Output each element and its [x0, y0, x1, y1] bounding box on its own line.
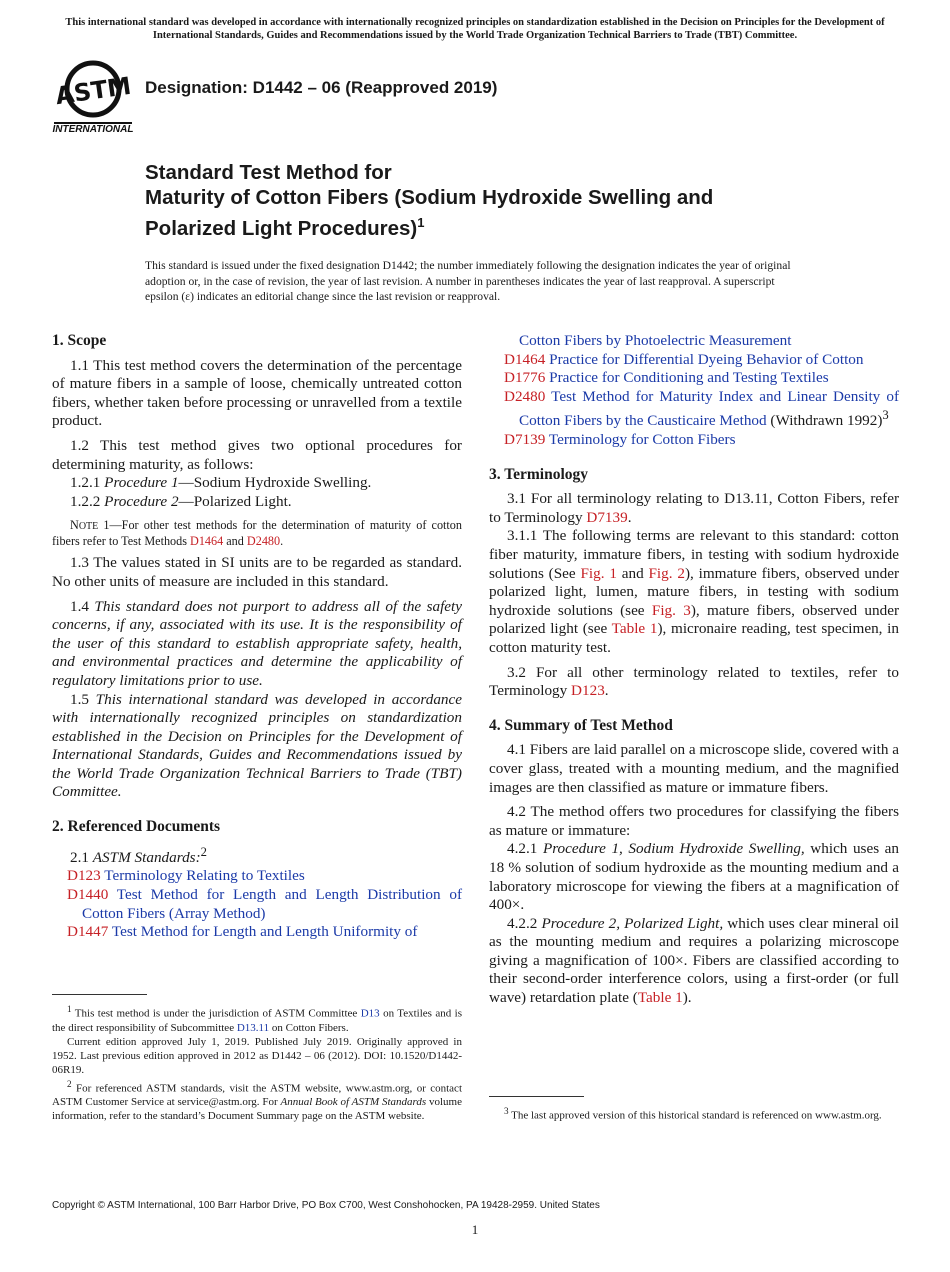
ref-d7139[interactable]: D7139 Terminology for Cotton Fibers	[504, 431, 736, 449]
para-3-1: 3.1 For all terminology relating to D13.11, Cotton Fibers, refer to Terminology D7139.	[489, 490, 899, 526]
link-fig-3[interactable]: Fig. 3	[651, 601, 691, 619]
link-d13-11[interactable]: D13.11	[236, 1021, 270, 1034]
link-d13[interactable]: D13	[360, 1007, 380, 1020]
para-2-1: 2.1 ASTM Standards:$^2$	[70, 844, 207, 866]
para-3-1-1: 3.1.1 The following terms are relevant to this standard: cotton fiber maturity, immature fibers, in testing with sodium hydroxide solutions (See Fig. 1 and Fig. 2), immature fibers, observed under polarized light, lumen, mature fibers, in testing with sodium hydroxide solutions (see Fig. 3), mature fibers, observed under polarized light (see Table 1), micronaire reading, test specimen, in cotton maturity test.	[489, 527, 899, 656]
note-1: NOTE 1—For other test methods for the determination of maturity of cotton fibers refer to Test Methods D1464 and D2480.	[52, 518, 462, 549]
para-1-2-1: 1.2.1 Procedure 1—Sodium Hydroxide Swelling.	[70, 474, 372, 492]
section-heading-scope: 1. Scope	[52, 332, 107, 349]
link-table-1-b[interactable]: Table 1	[637, 989, 683, 1007]
link-table-1[interactable]: Table 1	[611, 620, 658, 638]
ref-d123[interactable]: D123 Terminology Relating to Textiles	[67, 867, 305, 885]
ref-d2480[interactable]: D2480 Test Method for Maturity Index and Linear Density of Cotton Fibers by the Causticaire Method (Withdrawn 1992)$^3$	[504, 387, 899, 430]
footnote-1-edition: Current edition approved July 1, 2019. Published July 2019. Originally approved in 1952. Last previous edition approved in 2012 as D1442 – 06 (2012). DOI: 10.1520/D1442-06R19.	[52, 1035, 462, 1076]
svg-text:INTERNATIONAL: INTERNATIONAL	[52, 124, 134, 135]
right-column	[489, 332, 899, 1008]
link-fig-2[interactable]: Fig. 2	[648, 564, 685, 582]
para-4-2-2: 4.2.2 Procedure 2, Polarized Light, which uses clear mineral oil as the mounting medium and requires a polarizing microscope giving a magnification of 100×. Fibers are classified according to their second-order interference colors, using a first-order (or full wave) retardation plate (Table 1).	[489, 914, 899, 1007]
para-1-3: 1.3 The values stated in SI units are to be regarded as standard. No other units of measure are included in this standard.	[52, 554, 462, 590]
svg-text:ASTM: ASTM	[53, 71, 133, 111]
ref-d1447[interactable]: D1447 Test Method for Length and Length Uniformity of	[67, 923, 418, 941]
footnotes-left	[52, 1002, 462, 1123]
para-3-2: 3.2 For all other terminology related to textiles, refer to Terminology D123.	[489, 663, 899, 700]
copyright: Copyright © ASTM International, 100 Barr Harbor Drive, PO Box C700, West Conshohocken, PA 19428-2959. United States	[52, 1200, 600, 1211]
section-heading-terminology: 3. Terminology	[489, 465, 589, 483]
para-4-2: 4.2 The method offers two procedures for classifying the fibers as mature or immature:	[489, 803, 899, 839]
section-heading-summary: 4. Summary of Test Method	[489, 716, 673, 734]
para-4-2-1: 4.2.1 Procedure 1, Sodium Hydroxide Swelling, which uses an 18 % solution of sodium hydroxide as the mounting medium and a laboratory microscope for viewing the fibers at a magnification of 400×.	[489, 840, 900, 914]
section-heading-referenced: 2. Referenced Documents	[52, 818, 221, 836]
link-d7139[interactable]: D7139	[586, 508, 628, 526]
issuance-note: This standard is issued under the fixed designation D1442; the number immediately following the designation indicates the year of original adoption or, in the case of revision, the year of last revision. A number in parentheses indicates the year of last reapproval. A superscript epsilon (ε) indicates an editorial change since the last revision or reapproval.	[145, 259, 791, 303]
footnotes-right	[489, 1104, 899, 1123]
link-d123[interactable]: D123	[571, 682, 605, 700]
para-1-1: 1.1 This test method covers the determination of the percentage of mature fibers in a sample of loose, chemically untreated cotton fibers, whether taken before processing or unravelled from a textile product.	[52, 356, 462, 430]
ref-d1776[interactable]: D1776 Practice for Conditioning and Testing Textiles	[504, 369, 829, 387]
top-notice: This international standard was developed in accordance with internationally recognized principles on standardization established in the Decision on Principles for the Development of International Standards, Guides and Recommendations issued by the World Trade Organization Technical Barriers to Trade (TBT) Committee.	[65, 17, 885, 41]
page-number: 1	[471, 1222, 479, 1237]
ref-d1464[interactable]: D1464 Practice for Differential Dyeing Behavior of Cotton	[504, 350, 864, 368]
ref-d1440[interactable]: D1440 Test Method for Length and Length Distribution of Cotton Fibers (Array Method)	[67, 885, 462, 922]
para-1-5: 1.5 This international standard was developed in accordance with internationally recognized principles on standardization established in the Decision on Principles for the Development of International Standards, Guides and Recommendations issued by the World Trade Organization Technical Barriers to Trade (TBT) Committee.	[52, 690, 462, 801]
footnote-1: $^1$ This test method is under the jurisdiction of ASTM Committee D13 on Textiles and is the direct responsibility of Subcommittee D13.11 on Cotton Fibers.	[52, 1004, 463, 1034]
ref-d1447-cont[interactable]: Cotton Fibers by Photoelectric Measurement	[519, 332, 792, 349]
para-1-2-2: 1.2.2 Procedure 2—Polarized Light.	[70, 492, 292, 510]
designation: Designation: D1442 – 06 (Reapproved 2019)	[145, 78, 498, 97]
para-1-2: 1.2 This test method gives two optional procedures for determining maturity, as follows:	[52, 436, 462, 473]
astm-logo-icon	[52, 55, 134, 135]
footnote-3: $^3$ The last approved version of this historical standard is referenced on www.astm.org.	[504, 1106, 882, 1122]
document-title: Standard Test Method for Maturity of Cotton Fibers (Sodium Hydroxide Swelling and Polarized Light Procedures)$^1$	[145, 161, 714, 240]
para-4-1: 4.1 Fibers are laid parallel on a microscope slide, covered with a cover glass, treated with a mounting medium, and the magnified images are then classified as mature or immature fibers.	[489, 741, 899, 796]
link-d2480[interactable]: D2480	[246, 534, 281, 549]
left-column	[52, 332, 462, 942]
link-d1464[interactable]: D1464	[190, 534, 224, 549]
para-1-4: 1.4 This standard does not purport to address all of the safety concerns, if any, associated with its use. It is the responsibility of the user of this standard to establish appropriate safety, health, and environmental practices and determine the applicability of regulatory limitations prior to use.	[52, 597, 463, 689]
link-fig-1[interactable]: Fig. 1	[580, 564, 617, 582]
footnote-2: $^2$ For referenced ASTM standards, visit the ASTM website, www.astm.org, or contact ASTM Customer Service at service@astm.org. For Annual Book of ASTM Standards volume information, refer to the standard’s Document Summary page on the ASTM website.	[52, 1078, 462, 1123]
